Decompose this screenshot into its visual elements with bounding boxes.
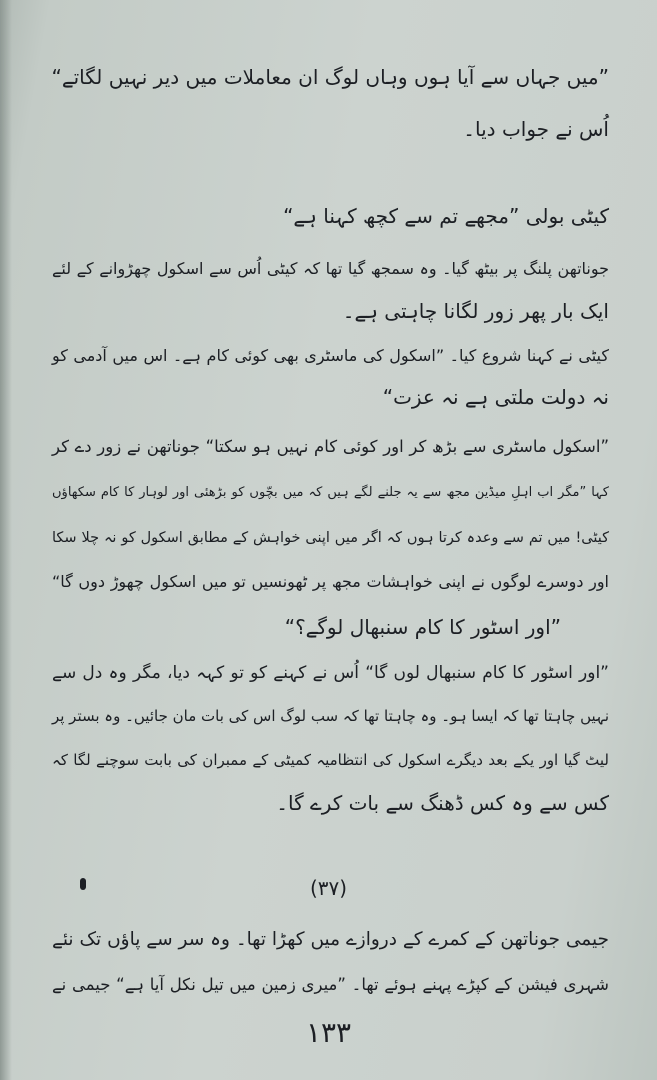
text-line-15: لیٹ گیا اور یکے بعد دیگرے اسکول کی انتظامیہ کمیٹی کے ممبران کی بابت سوچنے لگا کہ [52,751,609,769]
text-line-1: ”میں جہاں سے آیا ہوں وہاں لوگ ان معاملات میں دیر نہیں لگاتے“ [51,65,609,89]
page-number: ۱۳۳ [305,1016,352,1049]
text-line-12: ”اور اسٹور کا کام سنبھال لوگے؟“ [284,615,561,639]
text-line-5: ایک بار پھر زور لگانا چاہتی ہے۔ [342,299,609,323]
text-line-14: نہیں چاہتا تھا کہ ایسا ہو۔ وہ چاہتا تھا کہ سب لوگ اس کی بات مان جائیں۔ وہ بستر پر [51,707,609,725]
page-gutter-shadow [0,0,12,1080]
text-line-11: اور دوسرے لوگوں نے اپنی خواہشات مجھ پر ٹھونسیں تو میں اسکول چھوڑ دوں گا“ [52,572,609,591]
text-line-17: جیمی جوناتھن کے کمرے کے دروازے میں کھڑا تھا۔ وہ سر سے پاؤں تک نئے [52,929,609,950]
text-line-18: شہری فیشن کے کپڑے پہنے ہوئے تھا۔ ”میری زمین میں تیل نکل آیا ہے“ جیمی نے [52,975,609,994]
text-line-2: اُس نے جواب دیا۔ [463,117,609,141]
text-line-3: کیٹی بولی ”مجھے تم سے کچھ کہنا ہے“ [283,204,609,228]
text-line-13: ”اور اسٹور کا کام سنبھال لوں گا“ اُس نے کہنے کو تو کہہ دیا، مگر وہ دل سے [52,663,609,683]
text-line-10: کیٹی! میں تم سے وعدہ کرتا ہوں کہ اگر میں اپنی خواہش کے مطابق اسکول کو نہ چلا سکا [52,530,609,546]
text-line-9: کہا ”مگر اب اہلِ میڈین مجھ سے یہ جلنے لگے ہیں کہ میں بچّوں کو بڑھئی اور لوہار کا کام سکھاؤں [52,485,609,500]
text-line-4: جوناتھن پلنگ پر بیٹھ گیا۔ وہ سمجھ گیا تھا کہ کیٹی اُس سے اسکول چھڑوانے کے لئے [52,259,609,278]
text-line-6: کیٹی نے کہنا شروع کیا۔ ”اسکول کی ماسٹری بھی کوئی کام ہے۔ اس میں آدمی کو [52,346,609,365]
text-line-16: کس سے وہ کس ڈھنگ سے بات کرے گا۔ [276,791,609,815]
chapter-number: (۳۷) [309,876,348,900]
text-line-8: ”اسکول ماسٹری سے بڑھ کر اور کوئی کام نہیں ہو سکتا“ جوناتھن نے زور دے کر [52,437,609,456]
text-line-7: نہ دولت ملتی ہے نہ عزت“ [382,385,609,409]
